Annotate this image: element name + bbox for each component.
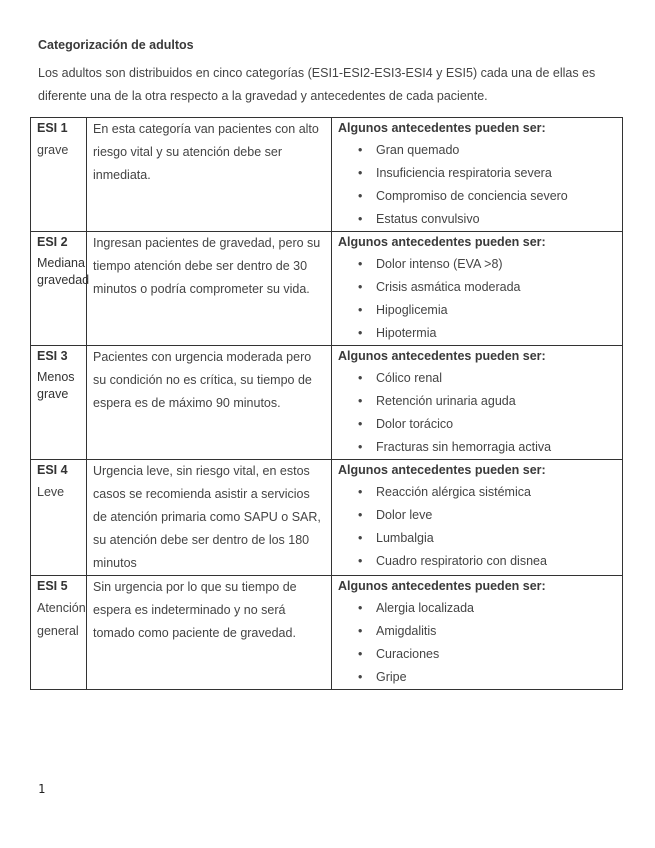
list-item: • Reacción alérgica sistémica [338, 481, 616, 504]
list-item: • Lumbalgia [338, 527, 616, 550]
list-item: • Retención urinaria aguda [338, 390, 616, 413]
list-item: • Alergia localizada [338, 597, 616, 620]
category-name: grave [37, 143, 69, 157]
list-item: • Curaciones [338, 643, 616, 666]
description-cell [87, 576, 332, 690]
antecedents-list [338, 597, 616, 689]
list-item: • Gran quemado [338, 139, 616, 162]
antecedents-heading: Algunos antecedentes pueden ser: [338, 463, 546, 477]
antecedents-cell [332, 460, 623, 576]
list-item: • Hipotermia [338, 322, 616, 345]
category-description: En esta categoría van pacientes con alto riesgo vital y su atención debe ser inmediata. [93, 122, 319, 182]
list-item: • Cólico renal [338, 367, 616, 390]
list-item: • Cuadro respiratorio con disnea [338, 550, 616, 573]
category-description: Pacientes con urgencia moderada pero su condición no es crítica, su tiempo de espera es de máximo 90 minutos. [93, 350, 312, 410]
description-cell [87, 346, 332, 460]
description-cell [87, 460, 332, 576]
antecedents-heading: Algunos antecedentes pueden ser: [338, 579, 546, 593]
category-description: Ingresan pacientes de gravedad, pero su tiempo atención debe ser dentro de 30 minutos o podría comprometer su vida. [93, 236, 321, 296]
category-name: Atención general [37, 601, 86, 638]
list-item: • Amigdalitis [338, 620, 616, 643]
antecedents-cell [332, 346, 623, 460]
list-item: • Hipoglicemia [338, 299, 616, 322]
antecedents-cell [332, 576, 623, 690]
antecedents-list [338, 139, 616, 231]
category-name: Menos grave [37, 370, 75, 401]
antecedents-heading: Algunos antecedentes pueden ser: [338, 235, 546, 249]
list-item: • Dolor intenso (EVA >8) [338, 253, 616, 276]
category-name: Leve [37, 485, 65, 499]
list-item: • Fracturas sin hemorragia activa [338, 436, 616, 459]
antecedents-cell [332, 232, 623, 346]
category-code: ESI 5 [37, 579, 68, 593]
table-row [31, 346, 623, 460]
table-row [31, 118, 623, 232]
categories-table [30, 117, 623, 690]
description-cell [87, 232, 332, 346]
page-number: 1 [38, 782, 46, 796]
category-code: ESI 1 [37, 121, 68, 135]
list-item: • Compromiso de conciencia severo [338, 185, 616, 208]
document-title: Categorización de adultos [38, 38, 194, 52]
description-cell [87, 118, 332, 232]
antecedents-heading: Algunos antecedentes pueden ser: [338, 349, 546, 363]
table-row [31, 460, 623, 576]
category-cell [31, 346, 87, 460]
category-code: ESI 2 [37, 235, 68, 249]
list-item: • Insuficiencia respiratoria severa [338, 162, 616, 185]
category-name: Mediana gravedad [37, 256, 90, 287]
table-row [31, 576, 623, 690]
category-description: Urgencia leve, sin riesgo vital, en estos casos se recomienda asistir a servicios de atención primaria como SAPU o SAR, su atención debe ser dentro de los 180 minutos [93, 464, 321, 570]
antecedents-list [338, 481, 616, 573]
list-item: • Dolor torácico [338, 413, 616, 436]
antecedents-cell [332, 118, 623, 232]
list-item: • Dolor leve [338, 504, 616, 527]
list-item: • Estatus convulsivo [338, 208, 616, 231]
antecedents-list [338, 253, 616, 345]
category-cell [31, 460, 87, 576]
antecedents-list [338, 367, 616, 459]
list-item: • Crisis asmática moderada [338, 276, 616, 299]
antecedents-heading: Algunos antecedentes pueden ser: [338, 121, 546, 135]
category-cell [31, 232, 90, 346]
list-item: • Gripe [338, 666, 616, 689]
table-row [31, 232, 623, 346]
category-cell [31, 576, 87, 690]
category-description: Sin urgencia por lo que su tiempo de espera es indeterminado y no será tomado como paciente de gravedad. [93, 580, 297, 640]
intro-paragraph: Los adultos son distribuidos en cinco categorías (ESI1-ESI2-ESI3-ESI4 y ESI5) cada una de ellas es diferente una de la otra respecto a la gravedad y antecedentes de cada paciente. [38, 66, 596, 103]
category-code: ESI 4 [37, 463, 68, 477]
category-code: ESI 3 [37, 349, 68, 363]
category-cell [31, 118, 87, 232]
